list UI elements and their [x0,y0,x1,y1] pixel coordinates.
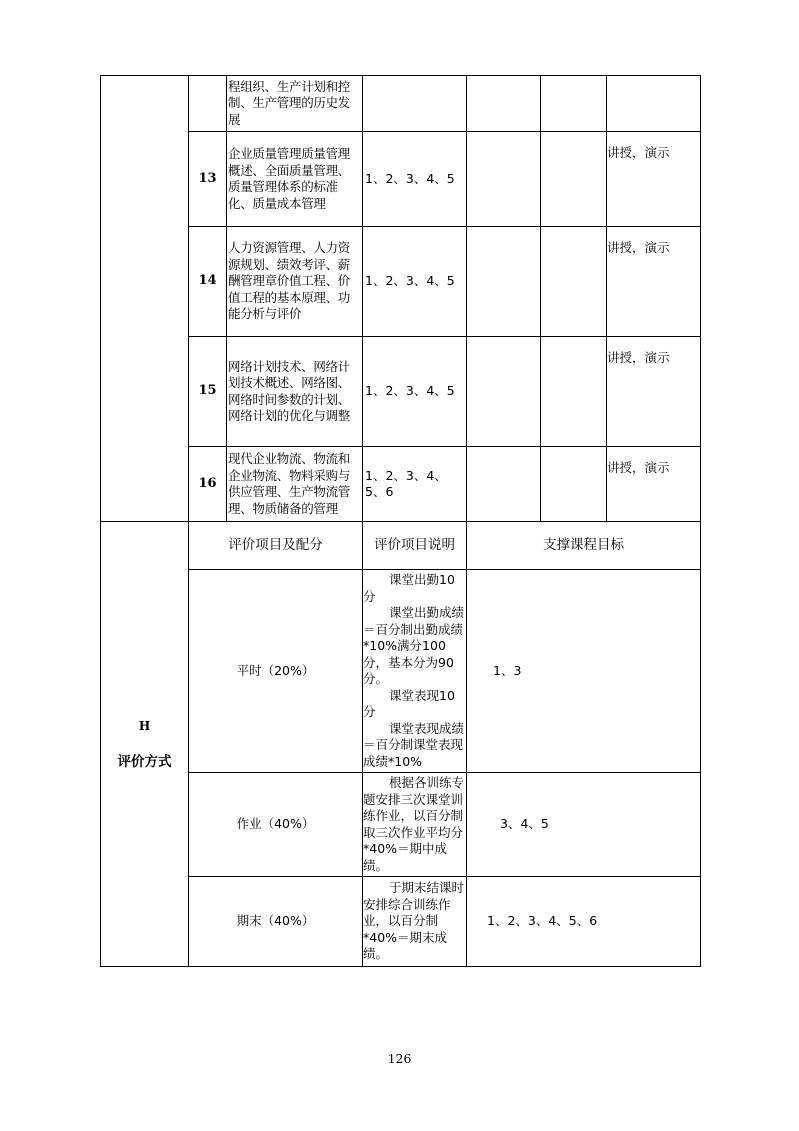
row-topic: 程组织、生产计划和控制、生产管理的历史发展 [227,76,363,132]
desc-line: 课堂出勤10分 [363,572,455,604]
row-method: 讲授，演示 [607,227,701,337]
evaluation-item-desc [363,570,467,773]
evaluation-label-cell [101,522,189,967]
table-row [101,227,701,337]
row-method [607,76,701,132]
row-empty-cell [467,447,541,522]
row-number: 14 [189,227,227,337]
desc-line: 根据各训练专题安排三次课堂训练作业，以百分制取三次作业平均分*40%＝期中成绩。 [363,775,465,873]
evaluation-item-desc [363,877,467,967]
row-method: 讲授，演示 [607,447,701,522]
evaluation-item-desc [363,773,467,877]
section-label: 评价方式 [117,754,172,770]
row-empty-cell [541,447,607,522]
row-empty-cell [467,227,541,337]
row-empty-cell [541,76,607,132]
header-target: 支撑课程目标 [467,522,701,570]
evaluation-item-target-cell [467,773,701,877]
table-row [101,337,701,447]
row-empty-cell [467,76,541,132]
evaluation-item-target-cell [467,570,701,773]
row-target: 1、2、3、4、5、6 [363,447,467,522]
desc-line: 于期末结课时安排综合训练作业，以百分制*40%＝期末成绩。 [363,880,465,962]
row-target [363,76,467,132]
header-item: 评价项目及配分 [189,522,363,570]
row-empty-cell [467,132,541,227]
row-topic: 企业质量管理质量管理概述、全面质量管理、质量管理体系的标准化、质量成本管理 [227,132,363,227]
row-empty-cell [541,132,607,227]
row-topic: 人力资源管理、人力资源规划、绩效考评、薪酬管理章价值工程、价值工程的基本原理、功能分析与评价 [227,227,363,337]
left-label-cell [101,76,189,522]
row-target: 1、2、3、4、5 [363,227,467,337]
table-row [101,132,701,227]
table-row [101,447,701,522]
evaluation-item-name: 作业（40%） [189,773,363,877]
row-number: 13 [189,132,227,227]
row-method: 讲授，演示 [607,132,701,227]
row-method: 讲授，演示 [607,337,701,447]
desc-line: 课堂表现10分 [363,687,455,719]
evaluation-row [101,877,701,967]
page-number: 126 [387,1051,412,1066]
evaluation-item-name: 平时（20%） [189,570,363,773]
evaluation-item-target: 3、4、5 [500,816,549,832]
evaluation-item-target: 1、2、3、4、5、6 [487,913,598,929]
evaluation-row [101,570,701,773]
row-number: 15 [189,337,227,447]
table-row [101,76,701,132]
course-table [100,75,701,967]
row-number [189,76,227,132]
desc-line: 课堂表现成绩＝百分制课堂表现成绩*10% [363,720,465,769]
row-empty-cell [541,227,607,337]
desc-line: 课堂出勤成绩＝百分制出勤成绩*10%满分100分，基本分为90分。 [363,605,465,686]
row-target: 1、2、3、4、5 [363,132,467,227]
evaluation-header-row [101,522,701,570]
evaluation-item-target: 1、3 [493,662,522,678]
row-topic: 网络计划技术、网络计划技术概述、网络图、网络时间参数的计划、网络计划的优化与调整 [227,337,363,447]
row-empty-cell [467,337,541,447]
row-empty-cell [541,337,607,447]
header-desc: 评价项目说明 [363,522,467,570]
row-topic: 现代企业物流、物流和企业物流、物料采购与供应管理、生产物流管理、物质储备的管理 [227,447,363,522]
row-target: 1、2、3、4、5 [363,337,467,447]
evaluation-item-name: 期末（40%） [189,877,363,967]
evaluation-row [101,773,701,877]
section-letter: H [138,718,151,733]
evaluation-item-target-cell [467,877,701,967]
row-number: 16 [189,447,227,522]
